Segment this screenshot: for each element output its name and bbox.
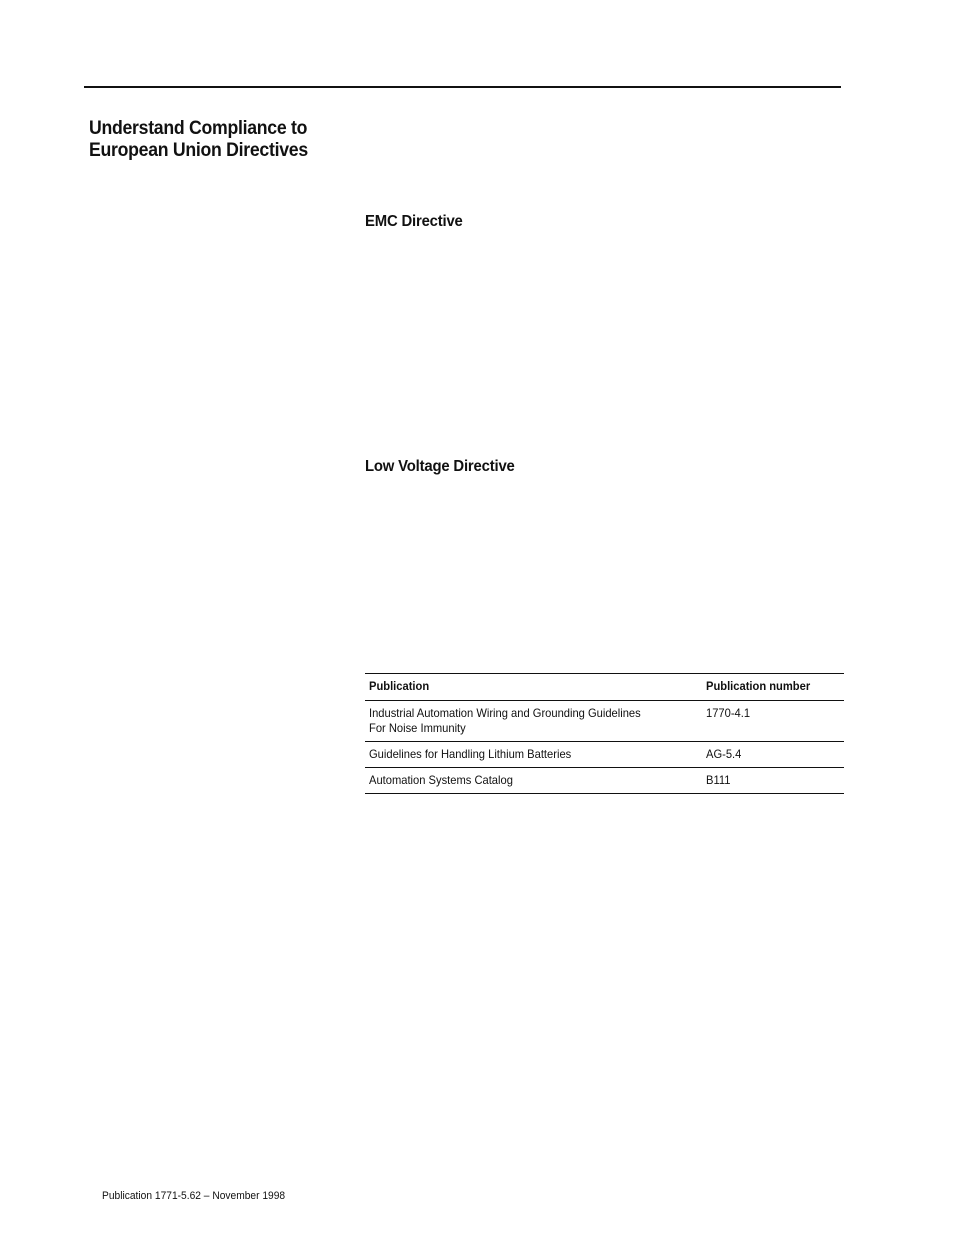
publication-number-cell: 1770-4.1 [702,701,844,742]
publication-number-cell: B111 [702,768,844,794]
table-row [365,742,844,768]
page-title-line-2: European Union Directives [89,140,308,161]
publication-cell: Guidelines for Handling Lithium Batteries [365,742,702,768]
publication-cell: Industrial Automation Wiring and Grounding Guidelines For Noise Immunity [365,701,702,742]
table-header-row [365,674,844,701]
page-title-line-1: Understand Compliance to [89,118,308,139]
publications-table [365,673,844,794]
top-rule [84,86,841,88]
table-row [365,768,844,794]
low-voltage-directive-heading: Low Voltage Directive [365,458,515,475]
header-publication: Publication [365,674,702,701]
header-publication-number: Publication number [702,674,844,701]
publication-footer: Publication 1771-5.62 – November 1998 [102,1190,286,1202]
page-title [89,118,331,162]
publication-cell: Automation Systems Catalog [365,768,702,794]
table-row [365,701,844,742]
publication-number-cell: AG-5.4 [702,742,844,768]
emc-directive-heading: EMC Directive [365,213,463,230]
